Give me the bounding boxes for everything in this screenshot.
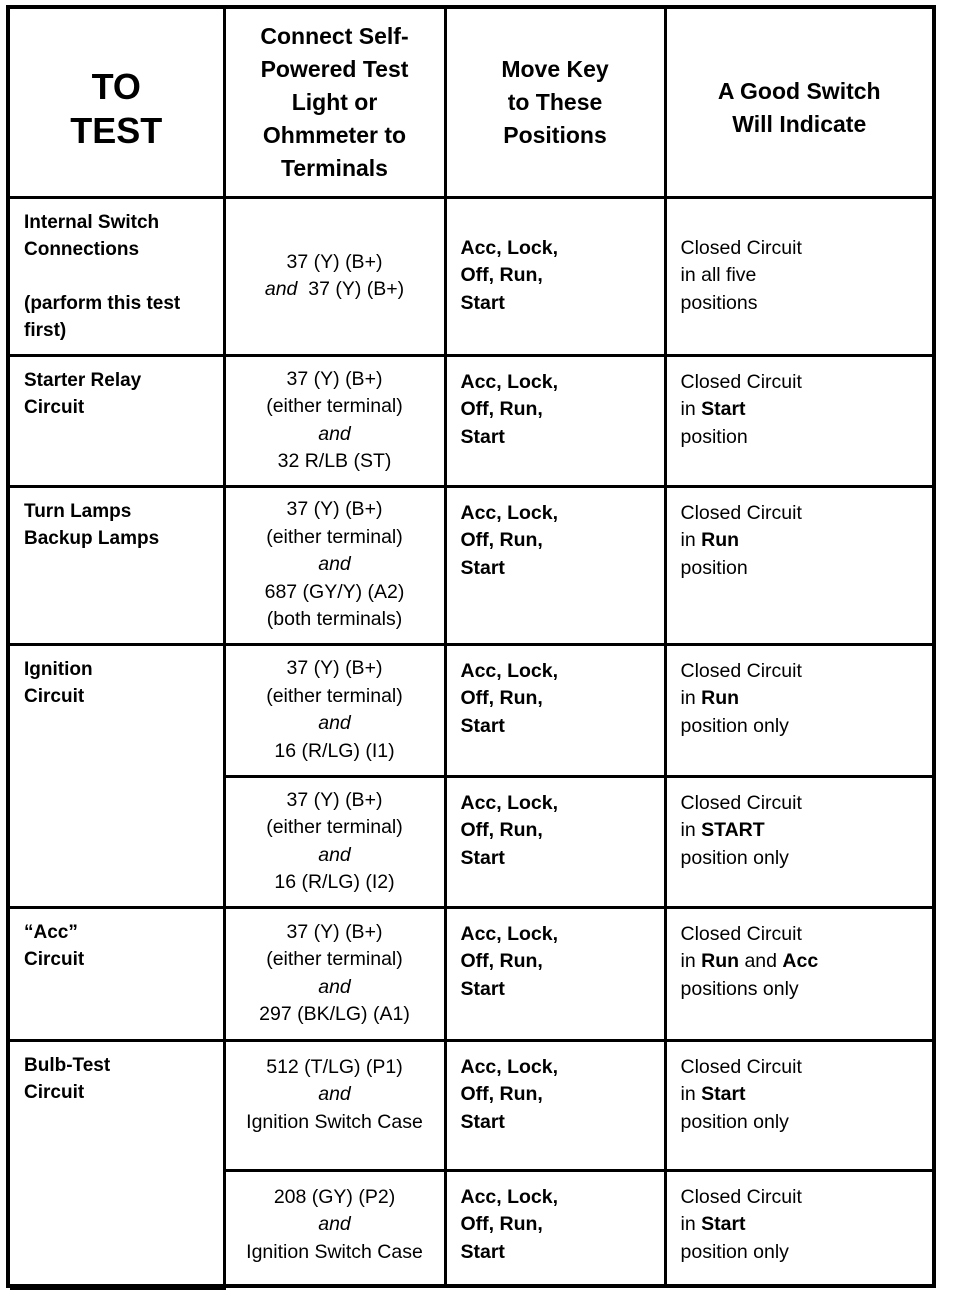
indicate-cell: Closed Circuit in all five positions bbox=[665, 197, 932, 355]
header-key-positions: Move Key to These Positions bbox=[445, 9, 665, 197]
indicate-cell: Closed Circuit in Run position bbox=[665, 486, 932, 644]
indicate-cell: Closed Circuit in Start position only bbox=[665, 1040, 932, 1170]
test-cell: Ignition Circuit bbox=[10, 644, 224, 907]
header-good-switch: A Good Switch Will Indicate bbox=[665, 9, 932, 197]
terminals-cell: 208 (GY) (P2) and Ignition Switch Case bbox=[224, 1170, 445, 1288]
test-cell: “Acc” Circuit bbox=[10, 907, 224, 1040]
positions-cell: Acc, Lock, Off, Run, Start bbox=[445, 644, 665, 776]
terminals-cell: 37 (Y) (B+) (either terminal) and 32 R/LB (ST) bbox=[224, 355, 445, 486]
table-row-starter-relay bbox=[10, 355, 932, 486]
positions-cell: Acc, Lock, Off, Run, Start bbox=[445, 1170, 665, 1288]
indicate-cell: Closed Circuit in Run position only bbox=[665, 644, 932, 776]
indicate-cell: Closed Circuit in Run and Acc positions only bbox=[665, 907, 932, 1040]
positions-cell: Acc, Lock, Off, Run, Start bbox=[445, 776, 665, 907]
test-cell: Turn Lamps Backup Lamps bbox=[10, 486, 224, 644]
indicate-cell: Closed Circuit in START position only bbox=[665, 776, 932, 907]
table-row-bulb-test-p1 bbox=[10, 1040, 932, 1170]
header-to-test: TO TEST bbox=[10, 9, 224, 197]
terminals-cell: 37 (Y) (B+) (either terminal) and 687 (GY/Y) (A2) (both terminals) bbox=[224, 486, 445, 644]
header-row bbox=[10, 9, 932, 197]
table-row-acc-circuit bbox=[10, 907, 932, 1040]
terminals-cell: 37 (Y) (B+) (either terminal) and 16 (R/LG) (I2) bbox=[224, 776, 445, 907]
switch-test-chart bbox=[6, 5, 936, 1288]
terminals-cell: 37 (Y) (B+) and 37 (Y) (B+) bbox=[224, 197, 445, 355]
table-row-turn-lamps bbox=[10, 486, 932, 644]
switch-test-table bbox=[10, 9, 932, 1290]
table-row-ignition-i1 bbox=[10, 644, 932, 776]
terminals-cell: 37 (Y) (B+) (either terminal) and 16 (R/LG) (I1) bbox=[224, 644, 445, 776]
test-cell: Internal Switch Connections (parform this test first) bbox=[10, 197, 224, 355]
positions-cell: Acc, Lock, Off, Run, Start bbox=[445, 486, 665, 644]
indicate-cell: Closed Circuit in Start position bbox=[665, 355, 932, 486]
header-connect-terminals: Connect Self- Powered Test Light or Ohmmeter to Terminals bbox=[224, 9, 445, 197]
positions-cell: Acc, Lock, Off, Run, Start bbox=[445, 907, 665, 1040]
terminals-cell: 512 (T/LG) (P1) and Ignition Switch Case bbox=[224, 1040, 445, 1170]
indicate-cell: Closed Circuit in Start position only bbox=[665, 1170, 932, 1288]
positions-cell: Acc, Lock, Off, Run, Start bbox=[445, 1040, 665, 1170]
table-row-internal-switch bbox=[10, 197, 932, 355]
test-cell: Bulb-Test Circuit bbox=[10, 1040, 224, 1288]
positions-cell: Acc, Lock, Off, Run, Start bbox=[445, 197, 665, 355]
terminals-cell: 37 (Y) (B+) (either terminal) and 297 (BK/LG) (A1) bbox=[224, 907, 445, 1040]
positions-cell: Acc, Lock, Off, Run, Start bbox=[445, 355, 665, 486]
test-cell: Starter Relay Circuit bbox=[10, 355, 224, 486]
